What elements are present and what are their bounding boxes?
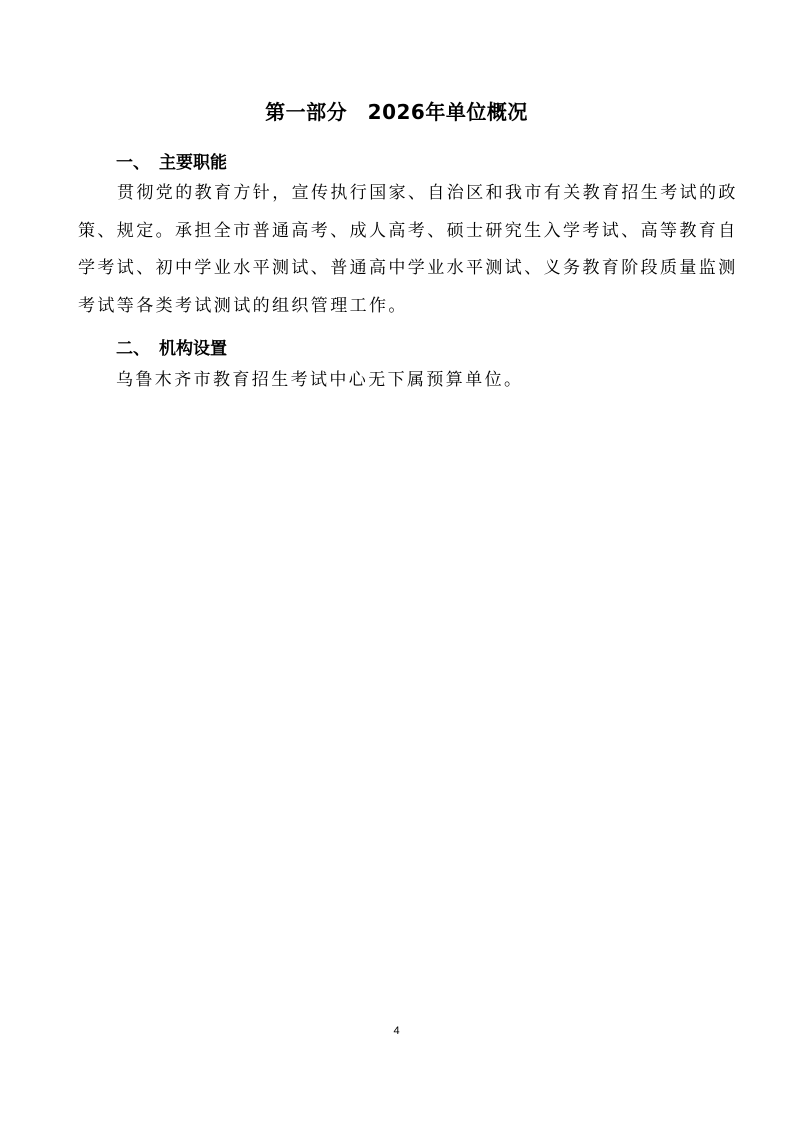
page-title: 第一部分 2026年单位概况	[265, 100, 528, 124]
paragraph-line: 贯彻党的教育方针，宣传执行国家、自治区和我市有关教育招生考试的政	[117, 183, 738, 203]
section-heading-text: 主要职能	[159, 153, 227, 173]
section-number: 一、	[116, 153, 150, 173]
functions-paragraph	[78, 175, 738, 325]
paragraph-line: 乌鲁木齐市教育招生考试中心无下属预算单位。	[116, 370, 524, 390]
section-heading-organization	[116, 334, 227, 359]
section-number: 二、	[116, 339, 150, 359]
page-number: 4	[393, 1025, 400, 1037]
paragraph-line: 策、规定。承担全市普通高考、成人高考、硕士研究生入学考试、高等教育自	[78, 220, 738, 241]
section-heading-functions	[116, 148, 227, 173]
paragraph-line: 考试等各类考试测试的组织管理工作。	[78, 295, 408, 316]
paragraph-line: 学考试、初中学业水平测试、普通高中学业水平测试、义务教育阶段质量监测	[78, 258, 738, 278]
section-heading-text: 机构设置	[159, 339, 227, 359]
organization-paragraph	[116, 362, 756, 400]
